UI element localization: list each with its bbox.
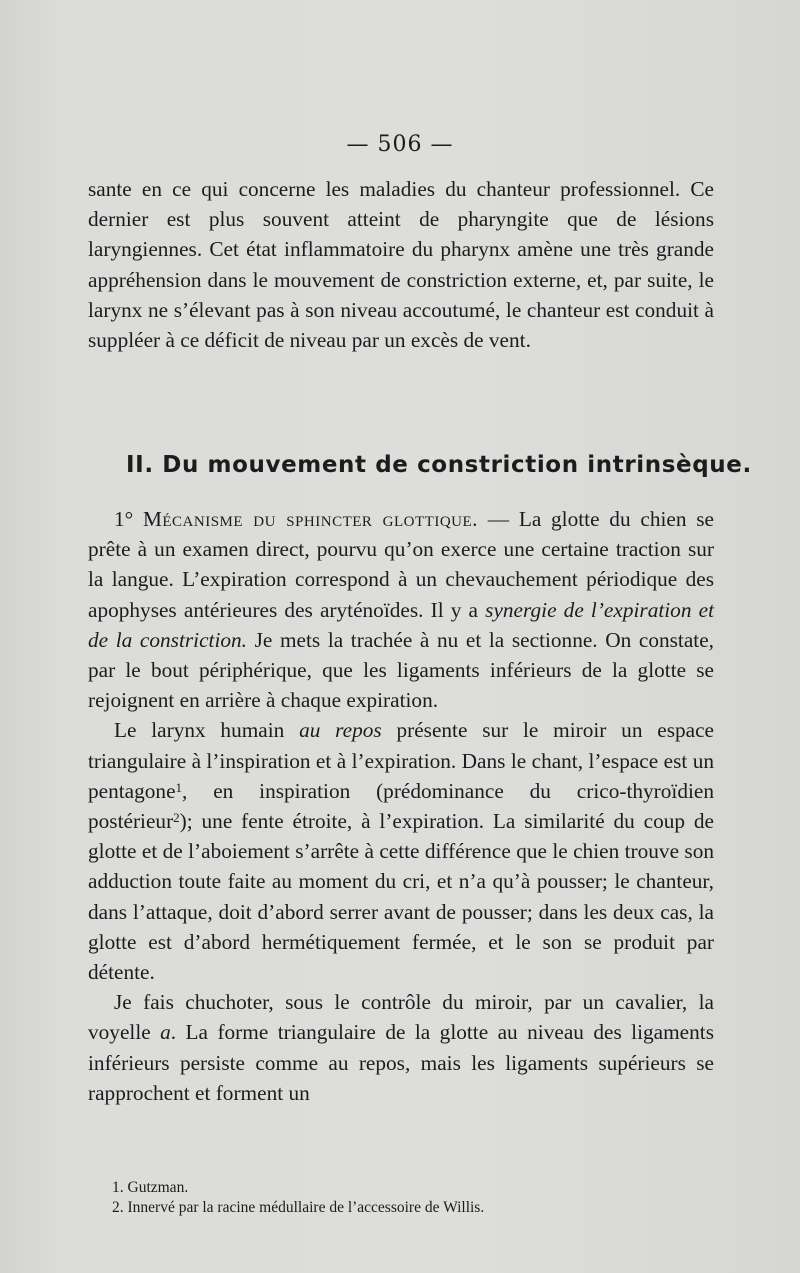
section-heading: II. Du mouvement de constriction intrinsèque. xyxy=(126,452,752,478)
subsection-number: 1° xyxy=(114,507,134,531)
footnotes xyxy=(112,1178,712,1218)
section-text-block xyxy=(88,504,714,1108)
paragraph-2-text-b: présente sur le miroir un espace triangulaire à l’inspiration et à l’expiration. Dans le chant, l’espace est un pentagone xyxy=(88,718,714,803)
paragraph-2-italic: au repos xyxy=(299,718,382,743)
footnote-ref-2: 2 xyxy=(173,810,180,826)
paragraph-3-italic: a xyxy=(160,1020,171,1045)
paragraph-larynx xyxy=(88,715,714,987)
subsection-dash: — xyxy=(477,507,519,531)
footnote-2: 2. Innervé par la racine médullaire de l’accessoire de Willis. xyxy=(112,1199,485,1216)
paragraph-2-text-d: ); une fente étroite, à l’expiration. La similarité du coup de glotte et de l’aboiement s’arrête à cette différence que le chien trouve son adduction toute faite au moment du cri, et n’a qu’à pousser; le chanteur, dans l’attaque, doit d’abord serrer avant de pousser; dans les deux cas, la glotte est d’abord hermétiquement fermée, et le son se produit par détente. xyxy=(88,809,714,985)
paragraph-3-text-a: Je fais chuchoter, sous le contrôle du miroir, par un cavalier, la voyelle xyxy=(88,990,714,1045)
footnote-ref-1: 1 xyxy=(175,779,183,795)
intro-paragraph: sante en ce qui concerne les maladies du chanteur professionnel. Ce dernier est plus souvent atteint de pharyngite que de lésions laryngiennes. Cet état inflammatoire du pharynx amène une très grande appréhension dans le mouvement de constriction externe, et, par suite, le larynx ne s’élevant pas à son niveau accoutumé, le chanteur est conduit à suppléer à ce déficit de niveau par un excès de vent. xyxy=(88,177,714,353)
page-number: — 506 — xyxy=(346,132,454,157)
subsection-text-a: La glotte du chien se prête à un examen direct, pourvu qu’on exerce une certaine traction sur la langue. L’expiration correspond à un chevauchement périodique des apophyses antérieures des aryténoïdes. Il y a xyxy=(88,507,714,622)
paragraph-2-text-a: Le larynx humain xyxy=(114,718,300,743)
footnote-1: 1. Gutzman. xyxy=(112,1179,189,1196)
subsection-text-b: Je mets la trachée à nu et la sectionne. On constate, par le bout périphérique, que les ligaments inférieurs de la glotte se rejoignent en arrière à chaque expiration. xyxy=(88,627,714,713)
paragraph-chuchoter xyxy=(88,987,714,1108)
paragraph-2-text-c: , en inspiration (prédominance du crico-thyroïdien postérieur xyxy=(88,778,714,834)
subsection-paragraph xyxy=(88,504,714,715)
intro-text-block xyxy=(88,174,714,355)
subsection-title: Mécanisme du sphincter glottique. xyxy=(142,507,478,531)
subsection-italic: synergie de l’expiration et de la constriction. xyxy=(88,597,714,652)
paragraph-3-text-b: . La forme triangulaire de la glotte au niveau des ligaments inférieurs persiste comme au repos, mais les ligaments supérieurs se rapprochent et forment un xyxy=(88,1020,714,1105)
